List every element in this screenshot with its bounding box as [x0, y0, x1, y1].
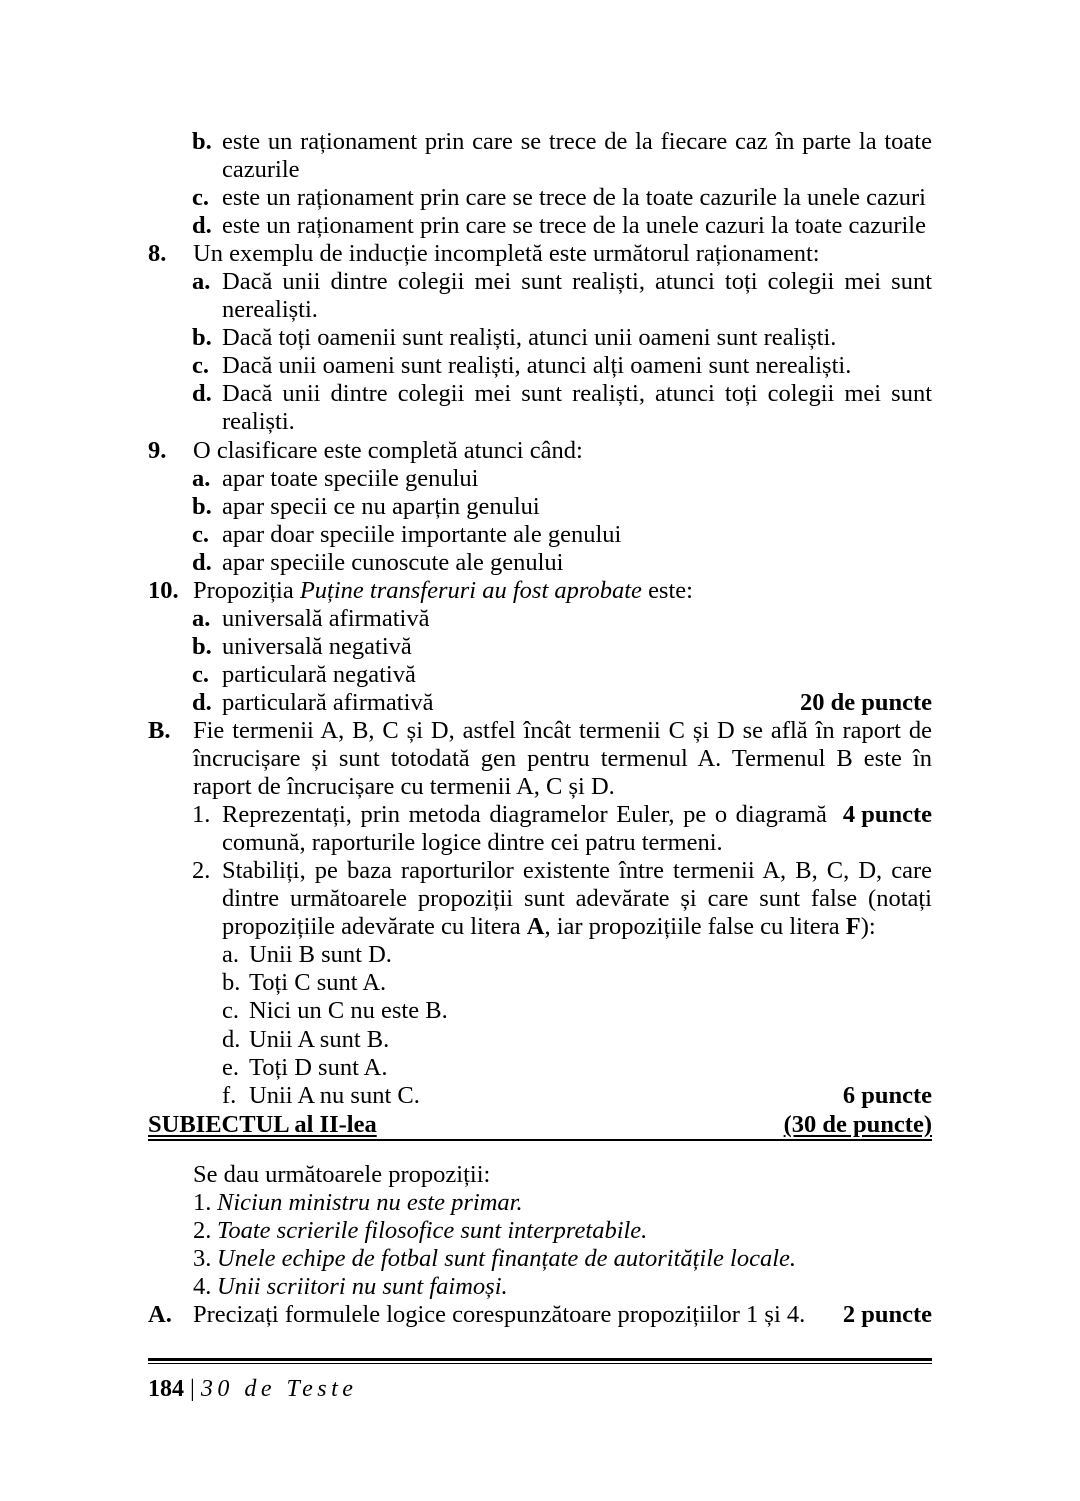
option-text: Dacă unii dintre colegii mei sunt realiști, atunci toți colegii mei sunt realiști.: [222, 380, 932, 436]
statement-item: [148, 997, 932, 1025]
points-label: 20 de puncte: [799, 688, 932, 716]
task-label: Precizați formulele logice corespunzătoare propozițiilor 1 și 4.: [193, 1301, 806, 1329]
option-marker: d.: [192, 380, 212, 408]
statement-item: [148, 1054, 932, 1082]
letter-false: F: [845, 913, 861, 941]
option-text: apar specii ce nu aparțin genului: [222, 492, 540, 520]
option-item: [148, 212, 932, 240]
question-number: 9.: [148, 436, 167, 464]
option-marker: c.: [192, 352, 209, 380]
statement-label: Unii A nu sunt C.: [249, 1081, 420, 1109]
question-stem: Un exemplu de inducție incompletă este următorul raționament:: [193, 240, 820, 268]
statement-item: [148, 1082, 932, 1110]
page-footer: [148, 1358, 932, 1403]
sub-text-post: ):: [860, 913, 876, 941]
sub-text: [222, 801, 932, 857]
question-9: [148, 437, 932, 465]
option-text: universală afirmativă: [222, 604, 430, 632]
option-text: apar doar speciile importante ale genului: [222, 520, 622, 548]
option-marker: b.: [192, 324, 212, 352]
statement-text: Unii B sunt D.: [249, 941, 392, 969]
question-number: 8.: [148, 240, 167, 268]
footer-rule-thin: [148, 1363, 932, 1364]
task-a: [148, 1301, 932, 1329]
spacer: [148, 1141, 932, 1161]
sub-marker: 2.: [192, 857, 211, 885]
option-marker: c.: [192, 520, 209, 548]
option-item: [148, 689, 932, 717]
section-b-sub-1: [148, 801, 932, 857]
proposition-item: [148, 1189, 932, 1217]
option-item: [148, 324, 932, 352]
statement-marker: f.: [222, 1081, 237, 1109]
proposition-text: Unele echipe de fotbal sunt finanțate de autoritățile locale.: [217, 1245, 797, 1273]
option-marker: a.: [192, 464, 211, 492]
option-text: universală negativă: [222, 632, 412, 660]
option-marker: b.: [192, 632, 212, 660]
section-marker: B.: [148, 716, 171, 744]
book-title: 30 de Teste: [200, 1376, 358, 1402]
option-item: [148, 521, 932, 549]
page-content: [148, 128, 932, 1329]
section-intro: Fie termenii A, B, C și D, astfel încât termenii C și D se află în raport de încrucișare și sunt totodată gen pentru termenul A. Termenul B este în raport de încrucișare cu termenii A, C și D.: [193, 716, 932, 801]
sub-label: Reprezentați, prin metoda diagramelor Euler, pe o diagramă comună, raporturile logice dintre cei patru termeni.: [222, 801, 827, 857]
question-10: [148, 577, 932, 605]
option-text: Dacă unii oameni sunt realiști, atunci alți oameni sunt nerealiști.: [222, 352, 852, 380]
statement-item: [148, 969, 932, 997]
statement-text: Nici un C nu este B.: [249, 997, 448, 1025]
letter-true: A: [526, 913, 545, 941]
points-label: 6 puncte: [842, 1081, 932, 1109]
footer-line: [148, 1376, 932, 1403]
proposition-text: Toate scrierile filosofice sunt interpretabile.: [217, 1217, 648, 1245]
option-text: apar toate speciile genului: [222, 464, 479, 492]
option-item: [148, 352, 932, 380]
option-item: [148, 184, 932, 212]
question-stem: [193, 577, 932, 605]
option-marker: c.: [192, 660, 209, 688]
proposition-number: 4.: [193, 1273, 212, 1301]
proposition-number: 1.: [193, 1189, 212, 1217]
statement-marker: c.: [222, 997, 239, 1025]
stem-suffix: este:: [641, 576, 693, 604]
proposition-number: 3.: [193, 1245, 212, 1273]
task-text: [193, 1301, 932, 1329]
statement-marker: a.: [222, 941, 239, 969]
section-heading-subiectul-2: [148, 1111, 932, 1141]
option-marker: b.: [192, 128, 212, 155]
option-marker: c.: [192, 184, 209, 212]
option-item: [148, 380, 932, 436]
proposition-item: [148, 1245, 932, 1273]
option-item: [148, 661, 932, 689]
section-2-lead: Se dau următoarele propoziții:: [193, 1161, 491, 1189]
statement-text: Toți C sunt A.: [249, 969, 387, 997]
stem-prefix: Propoziția: [193, 576, 300, 604]
option-text: este un raționament prin care se trece de la fiecare caz în parte la toate cazurile: [222, 128, 932, 184]
option-text: este un raționament prin care se trece de la toate cazurile la unele cazuri: [222, 184, 926, 212]
page-number: 184: [148, 1376, 184, 1402]
option-item: [148, 549, 932, 577]
statement-item: [148, 941, 932, 969]
section-title: SUBIECTUL al II-lea: [148, 1110, 377, 1138]
task-marker: A.: [148, 1301, 172, 1329]
option-marker: a.: [192, 268, 211, 296]
statement-marker: b.: [222, 969, 241, 997]
statement-text: [249, 1082, 932, 1110]
option-item: [148, 493, 932, 521]
option-text: Dacă toți oamenii sunt realiști, atunci unii oameni sunt realiști.: [222, 324, 837, 352]
option-marker: a.: [192, 604, 211, 632]
stem-proposition: Puține transferuri au fost aprobate: [299, 576, 642, 604]
option-text: Dacă unii dintre colegii mei sunt realiști, atunci toți colegii mei sunt nerealiști.: [222, 268, 932, 324]
option-item: [148, 268, 932, 324]
section-points: (30 de puncte): [783, 1110, 932, 1138]
question-stem: O clasificare este completă atunci când:: [193, 436, 583, 464]
proposition-text: Niciun ministru nu este primar.: [217, 1189, 523, 1217]
option-marker: d.: [192, 688, 212, 716]
statement-text: Unii A sunt B.: [249, 1025, 390, 1053]
sub-text-pre: Stabiliți, pe baza raporturilor existente între termenii A, B, C, D, care dintre următoarele propoziții sunt adevărate și care sunt false (notați propozițiile adevărate cu litera: [222, 857, 932, 941]
option-item: [148, 605, 932, 633]
section-b-sub-2: [148, 857, 932, 941]
section-b: [148, 717, 932, 801]
statement-marker: d.: [222, 1025, 241, 1053]
option-marker: d.: [192, 212, 212, 240]
statement-marker: e.: [222, 1053, 239, 1081]
proposition-item: [148, 1217, 932, 1245]
option-marker: b.: [192, 492, 212, 520]
option-item: [148, 633, 932, 661]
proposition-text: Unii scriitori nu sunt faimoși.: [217, 1273, 508, 1301]
points-label: 2 puncte: [842, 1301, 932, 1329]
sub-text: [222, 857, 932, 941]
option-text: apar speciile cunoscute ale genului: [222, 548, 564, 576]
question-number: 10.: [148, 576, 179, 604]
option-text: particulară negativă: [222, 660, 416, 688]
option-item: [148, 465, 932, 493]
option-label: particulară afirmativă: [222, 688, 434, 716]
option-marker: d.: [192, 548, 212, 576]
sub-text-mid: , iar propozițiile false cu litera: [544, 913, 846, 941]
option-item: [148, 128, 932, 184]
points-label: 4 puncte: [842, 801, 932, 829]
option-text: este un raționament prin care se trece de la unele cazuri la toate cazurile: [222, 212, 926, 240]
statement-item: [148, 1026, 932, 1054]
footer-separator: |: [190, 1376, 195, 1402]
option-text: [222, 689, 932, 717]
statement-text: Toți D sunt A.: [249, 1053, 388, 1081]
sub-marker: 1.: [192, 801, 211, 829]
proposition-item: [148, 1273, 932, 1301]
proposition-number: 2.: [193, 1217, 212, 1245]
question-8: [148, 240, 932, 268]
